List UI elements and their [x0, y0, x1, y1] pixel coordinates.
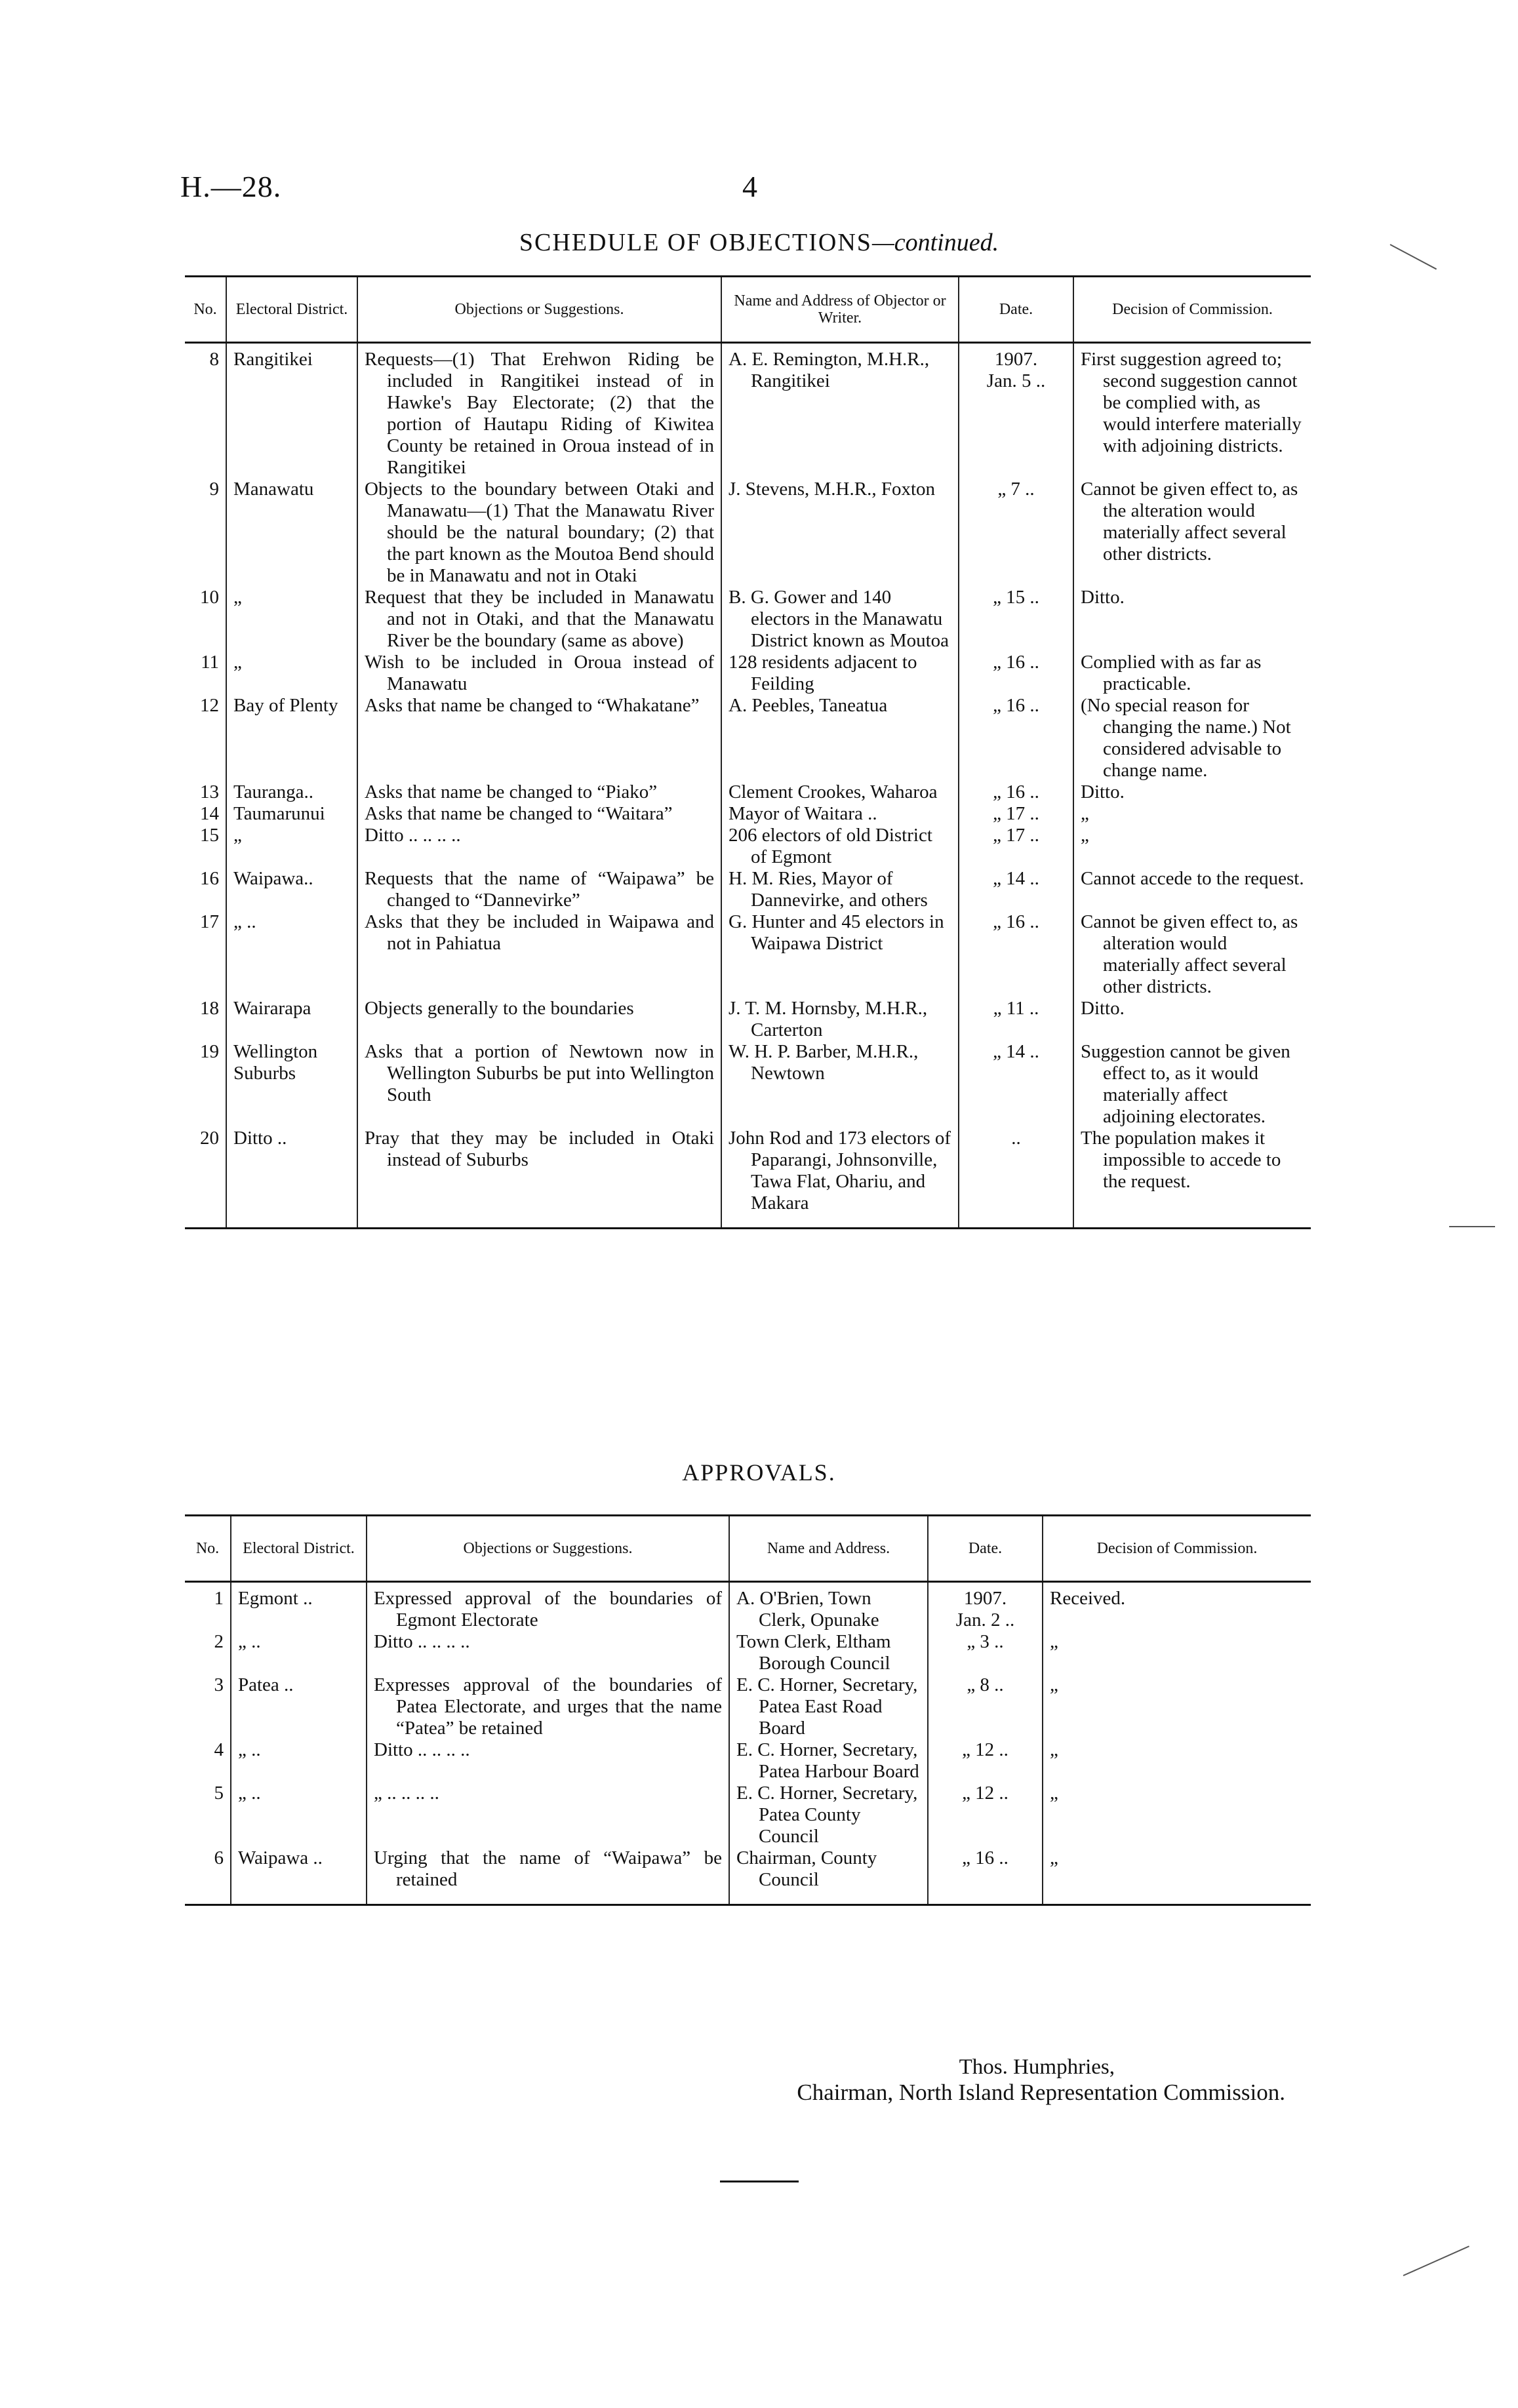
commission-decision — [1073, 343, 1311, 479]
objector-name — [729, 1847, 928, 1905]
commission-decision-text: „ — [1081, 825, 1089, 846]
row-number-text: 12 — [200, 695, 219, 716]
objection-text — [357, 587, 721, 652]
commission-decision-text: „ — [1050, 1847, 1058, 1868]
objection-text — [357, 695, 721, 781]
objections-row — [185, 343, 1311, 479]
row-number-text: 1 — [214, 1588, 224, 1609]
row-date-text: „ 15 .. — [993, 587, 1039, 608]
row-number — [185, 1041, 226, 1128]
objection-text — [357, 1041, 721, 1128]
row-date-text: „ 3 .. — [967, 1631, 1004, 1652]
objector-name-text: E. C. Horner, Secretary, Patea Harbour Board — [736, 1739, 919, 1782]
objector-name — [721, 479, 959, 587]
objections-row — [185, 1128, 1311, 1229]
electoral-district-text: „ .. — [238, 1631, 261, 1652]
objector-name — [729, 1631, 928, 1674]
row-date — [959, 479, 1073, 587]
electoral-district — [231, 1674, 367, 1739]
objections-row — [185, 1041, 1311, 1128]
objections-col-name: Name and Address of Objector or Writer. — [721, 277, 959, 343]
row-number-text: 3 — [214, 1674, 224, 1695]
electoral-district — [226, 1041, 357, 1128]
row-date — [959, 781, 1073, 803]
objector-name — [721, 868, 959, 911]
electoral-district — [226, 998, 357, 1041]
commission-decision-text: „ — [1081, 803, 1089, 824]
objections-row — [185, 479, 1311, 587]
row-date-text: „ 16 .. — [993, 781, 1039, 802]
approvals-col-no: No. — [185, 1516, 231, 1582]
electoral-district — [226, 479, 357, 587]
objector-name — [721, 911, 959, 998]
objection-text-text: Asks that they be included in Waipawa and not in Pahiatua — [365, 911, 714, 954]
electoral-district-text: Wairarapa — [233, 998, 311, 1019]
commission-decision — [1073, 695, 1311, 781]
row-date-text: „ 12 .. — [962, 1739, 1009, 1760]
electoral-district-text: Waipawa .. — [238, 1847, 323, 1868]
objector-name-text: J. Stevens, M.H.R., Foxton — [729, 479, 936, 500]
closing-rule — [720, 2181, 799, 2182]
row-number-text: 10 — [200, 587, 219, 608]
objector-name — [721, 998, 959, 1041]
commission-decision-text: The population makes it impossible to accede to the request. — [1081, 1128, 1281, 1192]
objection-text-text: Asks that a portion of Newtown now in Wellington Suburbs be put into Wellington South — [365, 1041, 714, 1105]
schedule-title-main: SCHEDULE OF OBJECTIONS — [519, 229, 872, 256]
commission-decision-text: „ — [1050, 1739, 1058, 1760]
approvals-col-decision: Decision of Commission. — [1043, 1516, 1311, 1582]
commission-decision-text: Received. — [1050, 1588, 1126, 1609]
row-date — [959, 825, 1073, 868]
row-number-text: 16 — [200, 868, 219, 889]
row-date — [928, 1674, 1043, 1739]
row-number-text: 11 — [201, 652, 219, 673]
objector-name-text: G. Hunter and 45 electors in Waipawa District — [729, 911, 944, 954]
commission-decision-text: „ — [1050, 1631, 1058, 1652]
approvals-col-district: Electoral District. — [231, 1516, 367, 1582]
row-date-text: „ 8 .. — [967, 1674, 1004, 1695]
row-number — [185, 803, 226, 825]
row-date — [959, 343, 1073, 479]
electoral-district — [226, 587, 357, 652]
objector-name-text: 128 residents adjacent to Feilding — [729, 652, 917, 694]
electoral-district-text: Manawatu — [233, 479, 314, 500]
electoral-district — [231, 1739, 367, 1783]
commission-decision — [1073, 998, 1311, 1041]
electoral-district — [226, 695, 357, 781]
objector-name — [721, 695, 959, 781]
signatory-name: Thos. Humphries, — [959, 2055, 1115, 2079]
objector-name-text: E. C. Horner, Secretary, Patea East Road Board — [736, 1674, 918, 1739]
row-number — [185, 587, 226, 652]
approvals-row — [185, 1631, 1311, 1674]
signatory-title: Chairman, North Island Representation Commission. — [797, 2080, 1285, 2105]
row-date-text: „ 11 .. — [993, 998, 1039, 1019]
row-number-text: 17 — [200, 911, 219, 932]
electoral-district-text: Patea .. — [238, 1674, 294, 1695]
row-date — [928, 1783, 1043, 1847]
row-date-text: „ 16 .. — [993, 652, 1039, 673]
row-date — [959, 587, 1073, 652]
objector-name-text: Chairman, County Council — [736, 1847, 877, 1890]
approvals-col-objections: Objections or Suggestions. — [367, 1516, 729, 1582]
commission-decision-text: First suggestion agreed to; second suggestion cannot be complied with, as would interfere materially with adjoining districts. — [1081, 349, 1302, 456]
approvals-row — [185, 1847, 1311, 1905]
electoral-district-text: „ — [233, 825, 242, 846]
commission-decision-text: (No special reason for changing the name.) Not considered advisable to change name. — [1081, 695, 1291, 781]
row-number-text: 8 — [209, 349, 219, 370]
objections-row — [185, 652, 1311, 695]
date-year: 1907. — [963, 1588, 1007, 1609]
objection-text-text: Pray that they may be included in Otaki instead of Suburbs — [365, 1128, 714, 1170]
row-number — [185, 1631, 231, 1674]
objector-name — [721, 781, 959, 803]
objection-text — [357, 825, 721, 868]
row-number — [185, 695, 226, 781]
objections-row — [185, 911, 1311, 998]
row-date-text: Jan. 5 .. — [986, 370, 1046, 391]
commission-decision — [1073, 587, 1311, 652]
approvals-row — [185, 1739, 1311, 1783]
row-number — [185, 343, 226, 479]
objection-text — [357, 343, 721, 479]
objection-text-text: Requests—(1) That Erehwon Riding be included in Rangitikei instead of in Hawke's Bay Electorate; (2) that the portion of Hautapu Riding of Kiwitea County be retained in Oroua instead of in Rangitikei — [365, 349, 714, 478]
objector-name-text: Town Clerk, Eltham Borough Council — [736, 1631, 891, 1674]
objector-name — [729, 1739, 928, 1783]
approvals-row — [185, 1783, 1311, 1847]
row-date-text: „ 16 .. — [993, 911, 1039, 932]
objector-name-text: E. C. Horner, Secretary, Patea County Council — [736, 1783, 918, 1847]
objection-text-text: Ditto .. .. .. .. — [374, 1739, 470, 1760]
schedule-title — [0, 228, 1518, 257]
objection-text-text: Asks that name be changed to “Whakatane” — [365, 695, 700, 716]
objector-name-text: John Rod and 173 electors of Paparangi, Johnsonville, Tawa Flat, Ohariu, and Makara — [729, 1128, 951, 1214]
commission-decision-text: Cannot be given effect to, as alteration would materially affect several other districts. — [1081, 911, 1298, 997]
objection-text-text: Requests that the name of “Waipawa” be changed to “Dannevirke” — [365, 868, 714, 911]
commission-decision — [1043, 1739, 1311, 1783]
objection-text — [357, 1128, 721, 1229]
objector-name — [721, 587, 959, 652]
electoral-district — [226, 781, 357, 803]
row-number — [185, 1847, 231, 1905]
objection-text — [357, 868, 721, 911]
commission-decision-text: „ — [1050, 1674, 1058, 1695]
objections-row — [185, 998, 1311, 1041]
objection-text-text: Objects to the boundary between Otaki and Manawatu—(1) That the Manawatu River should be the natural boundary; (2) that the part known as the Moutoa Bend should be in Manawatu and not in Otaki — [365, 479, 714, 586]
objection-text-text: Objects generally to the boundaries — [365, 998, 634, 1019]
objection-text — [357, 911, 721, 998]
row-number — [185, 1582, 231, 1632]
document-reference: H.—28. — [180, 170, 282, 203]
objection-text — [367, 1783, 729, 1847]
electoral-district — [226, 803, 357, 825]
commission-decision-text: Cannot accede to the request. — [1081, 868, 1304, 889]
row-number — [185, 911, 226, 998]
row-number-text: 6 — [214, 1847, 224, 1868]
electoral-district — [226, 911, 357, 998]
scan-mark — [1449, 1226, 1495, 1227]
row-number-text: 15 — [200, 825, 219, 846]
row-number — [185, 1674, 231, 1739]
row-date-text: „ 17 .. — [993, 803, 1039, 824]
row-number — [185, 868, 226, 911]
row-date — [928, 1847, 1043, 1905]
row-number-text: 2 — [214, 1631, 224, 1652]
commission-decision-text: Ditto. — [1081, 781, 1125, 802]
commission-decision-text: Cannot be given effect to, as the alteration would materially affect several other districts. — [1081, 479, 1298, 564]
commission-decision — [1073, 825, 1311, 868]
approvals-table — [185, 1514, 1311, 1906]
approvals-header-row — [185, 1516, 1311, 1582]
electoral-district-text: „ — [233, 652, 242, 673]
commission-decision-text: Ditto. — [1081, 998, 1125, 1019]
row-date — [959, 911, 1073, 998]
row-number — [185, 1783, 231, 1847]
objection-text — [357, 781, 721, 803]
objection-text-text: Asks that name be changed to “Piako” — [365, 781, 658, 802]
objections-col-decision: Decision of Commission. — [1073, 277, 1311, 343]
row-date — [959, 1128, 1073, 1229]
row-number-text: 5 — [214, 1783, 224, 1804]
objection-text-text: Request that they be included in Manawatu and not in Otaki, and that the Manawatu River be the boundary (same as above) — [365, 587, 714, 651]
electoral-district — [226, 868, 357, 911]
objector-name — [729, 1674, 928, 1739]
approvals-row — [185, 1674, 1311, 1739]
row-number-text: 14 — [200, 803, 219, 824]
objector-name-text: A. O'Brien, Town Clerk, Opunake — [736, 1588, 879, 1630]
objections-col-date: Date. — [959, 277, 1073, 343]
row-date-text: „ 17 .. — [993, 825, 1039, 846]
electoral-district-text: Wellington Suburbs — [233, 1041, 318, 1084]
objection-text-text: Expressed approval of the boundaries of Egmont Electorate — [374, 1588, 722, 1630]
commission-decision-text: „ — [1050, 1783, 1058, 1804]
row-date-text: „ 14 .. — [993, 1041, 1039, 1062]
objection-text — [367, 1674, 729, 1739]
row-number — [185, 998, 226, 1041]
commission-decision — [1073, 479, 1311, 587]
objection-text — [367, 1847, 729, 1905]
commission-decision-text: Complied with as far as practicable. — [1081, 652, 1262, 694]
electoral-district — [226, 825, 357, 868]
objector-name — [721, 1128, 959, 1229]
objections-row — [185, 695, 1311, 781]
objector-name — [721, 803, 959, 825]
row-date — [959, 998, 1073, 1041]
row-number-text: 9 — [209, 479, 219, 500]
objector-name-text: Mayor of Waitara .. — [729, 803, 877, 824]
objector-name-text: W. H. P. Barber, M.H.R., Newtown — [729, 1041, 919, 1084]
electoral-district-text: „ .. — [238, 1783, 261, 1804]
commission-decision — [1043, 1631, 1311, 1674]
objection-text-text: Asks that name be changed to “Waitara” — [365, 803, 673, 824]
objector-name — [721, 652, 959, 695]
row-date-text: „ 12 .. — [962, 1783, 1009, 1804]
commission-decision — [1043, 1847, 1311, 1905]
objector-name — [721, 825, 959, 868]
electoral-district-text: Bay of Plenty — [233, 695, 338, 716]
row-date-text: „ 16 .. — [993, 695, 1039, 716]
electoral-district — [226, 1128, 357, 1229]
objections-row — [185, 781, 1311, 803]
objections-header-row — [185, 277, 1311, 343]
row-date — [959, 695, 1073, 781]
objections-col-no: No. — [185, 277, 226, 343]
commission-decision — [1073, 652, 1311, 695]
electoral-district-text: Ditto .. — [233, 1128, 287, 1149]
objector-name — [721, 343, 959, 479]
row-date — [959, 868, 1073, 911]
approvals-col-name: Name and Address. — [729, 1516, 928, 1582]
objection-text — [357, 479, 721, 587]
objection-text — [367, 1582, 729, 1632]
objector-name-text: A. E. Remington, M.H.R., Rangitikei — [729, 349, 930, 391]
row-date-text: „ 16 .. — [962, 1847, 1009, 1868]
objection-text-text: Expresses approval of the boundaries of Patea Electorate, and urges that the name “Patea” be retained — [374, 1674, 722, 1739]
row-number — [185, 652, 226, 695]
objection-text-text: Ditto .. .. .. .. — [365, 825, 461, 846]
row-number — [185, 1739, 231, 1783]
objector-name-text: J. T. M. Hornsby, M.H.R., Carterton — [729, 998, 928, 1040]
objection-text-text: Wish to be included in Oroua instead of Manawatu — [365, 652, 714, 694]
row-number-text: 19 — [200, 1041, 219, 1062]
objection-text-text: Ditto .. .. .. .. — [374, 1631, 470, 1652]
objection-text-text: Urging that the name of “Waipawa” be retained — [374, 1847, 722, 1890]
schedule-title-suffix: —continued. — [871, 229, 999, 256]
electoral-district-text: „ — [233, 587, 242, 608]
commission-decision — [1073, 868, 1311, 911]
row-date — [959, 803, 1073, 825]
objection-text — [367, 1739, 729, 1783]
date-year: 1907. — [994, 349, 1038, 370]
row-date-text: .. — [1011, 1128, 1021, 1149]
row-number — [185, 781, 226, 803]
row-number-text: 4 — [214, 1739, 224, 1760]
commission-decision — [1073, 911, 1311, 998]
electoral-district — [231, 1582, 367, 1632]
row-date — [928, 1582, 1043, 1632]
scan-mark — [1403, 2245, 1469, 2276]
electoral-district-text: Taumarunui — [233, 803, 325, 824]
objections-col-district: Electoral District. — [226, 277, 357, 343]
electoral-district-text: Tauranga.. — [233, 781, 313, 802]
row-number-text: 13 — [200, 781, 219, 802]
objector-name — [729, 1582, 928, 1632]
objector-name-text: A. Peebles, Taneatua — [729, 695, 888, 716]
row-number-text: 20 — [200, 1128, 219, 1149]
objector-name-text: B. G. Gower and 140 electors in the Manawatu District known as Moutoa — [729, 587, 949, 651]
row-date — [959, 1041, 1073, 1128]
commission-decision — [1073, 1041, 1311, 1128]
row-number — [185, 479, 226, 587]
electoral-district-text: Rangitikei — [233, 349, 313, 370]
commission-decision — [1073, 1128, 1311, 1229]
row-date — [928, 1631, 1043, 1674]
objector-name — [729, 1783, 928, 1847]
commission-decision — [1043, 1582, 1311, 1632]
electoral-district — [231, 1631, 367, 1674]
commission-decision — [1043, 1783, 1311, 1847]
objections-row — [185, 825, 1311, 868]
objection-text — [357, 652, 721, 695]
objections-row — [185, 868, 1311, 911]
commission-decision — [1043, 1674, 1311, 1739]
approvals-row — [185, 1582, 1311, 1632]
row-date-text: „ 14 .. — [993, 868, 1039, 889]
approvals-col-date: Date. — [928, 1516, 1043, 1582]
electoral-district-text: „ .. — [233, 911, 256, 932]
electoral-district — [226, 343, 357, 479]
objector-name — [721, 1041, 959, 1128]
objections-row — [185, 587, 1311, 652]
objector-name-text: 206 electors of old District of Egmont — [729, 825, 932, 867]
electoral-district — [231, 1783, 367, 1847]
electoral-district-text: „ .. — [238, 1739, 261, 1760]
objection-text — [367, 1631, 729, 1674]
objection-text — [357, 803, 721, 825]
row-date-text: „ 7 .. — [997, 479, 1035, 500]
objection-text — [357, 998, 721, 1041]
row-number — [185, 1128, 226, 1229]
electoral-district — [231, 1847, 367, 1905]
page-number: 4 — [742, 170, 757, 203]
objector-name-text: Clement Crookes, Waharoa — [729, 781, 938, 802]
commission-decision — [1073, 803, 1311, 825]
objections-row — [185, 803, 1311, 825]
objection-text-text: „ .. .. .. .. — [374, 1783, 439, 1804]
commission-decision-text: Ditto. — [1081, 587, 1125, 608]
row-date-text: Jan. 2 .. — [955, 1609, 1015, 1630]
row-number — [185, 825, 226, 868]
objector-name-text: H. M. Ries, Mayor of Dannevirke, and others — [729, 868, 928, 911]
objections-table — [185, 275, 1311, 1229]
electoral-district-text: Egmont .. — [238, 1588, 313, 1609]
commission-decision-text: Suggestion cannot be given effect to, as it would materially affect adjoining electorates. — [1081, 1041, 1290, 1127]
row-date — [928, 1739, 1043, 1783]
row-number-text: 18 — [200, 998, 219, 1019]
electoral-district — [226, 652, 357, 695]
objections-col-objections: Objections or Suggestions. — [357, 277, 721, 343]
electoral-district-text: Waipawa.. — [233, 868, 313, 889]
commission-decision — [1073, 781, 1311, 803]
approvals-title: APPROVALS. — [682, 1459, 836, 1486]
row-date — [959, 652, 1073, 695]
